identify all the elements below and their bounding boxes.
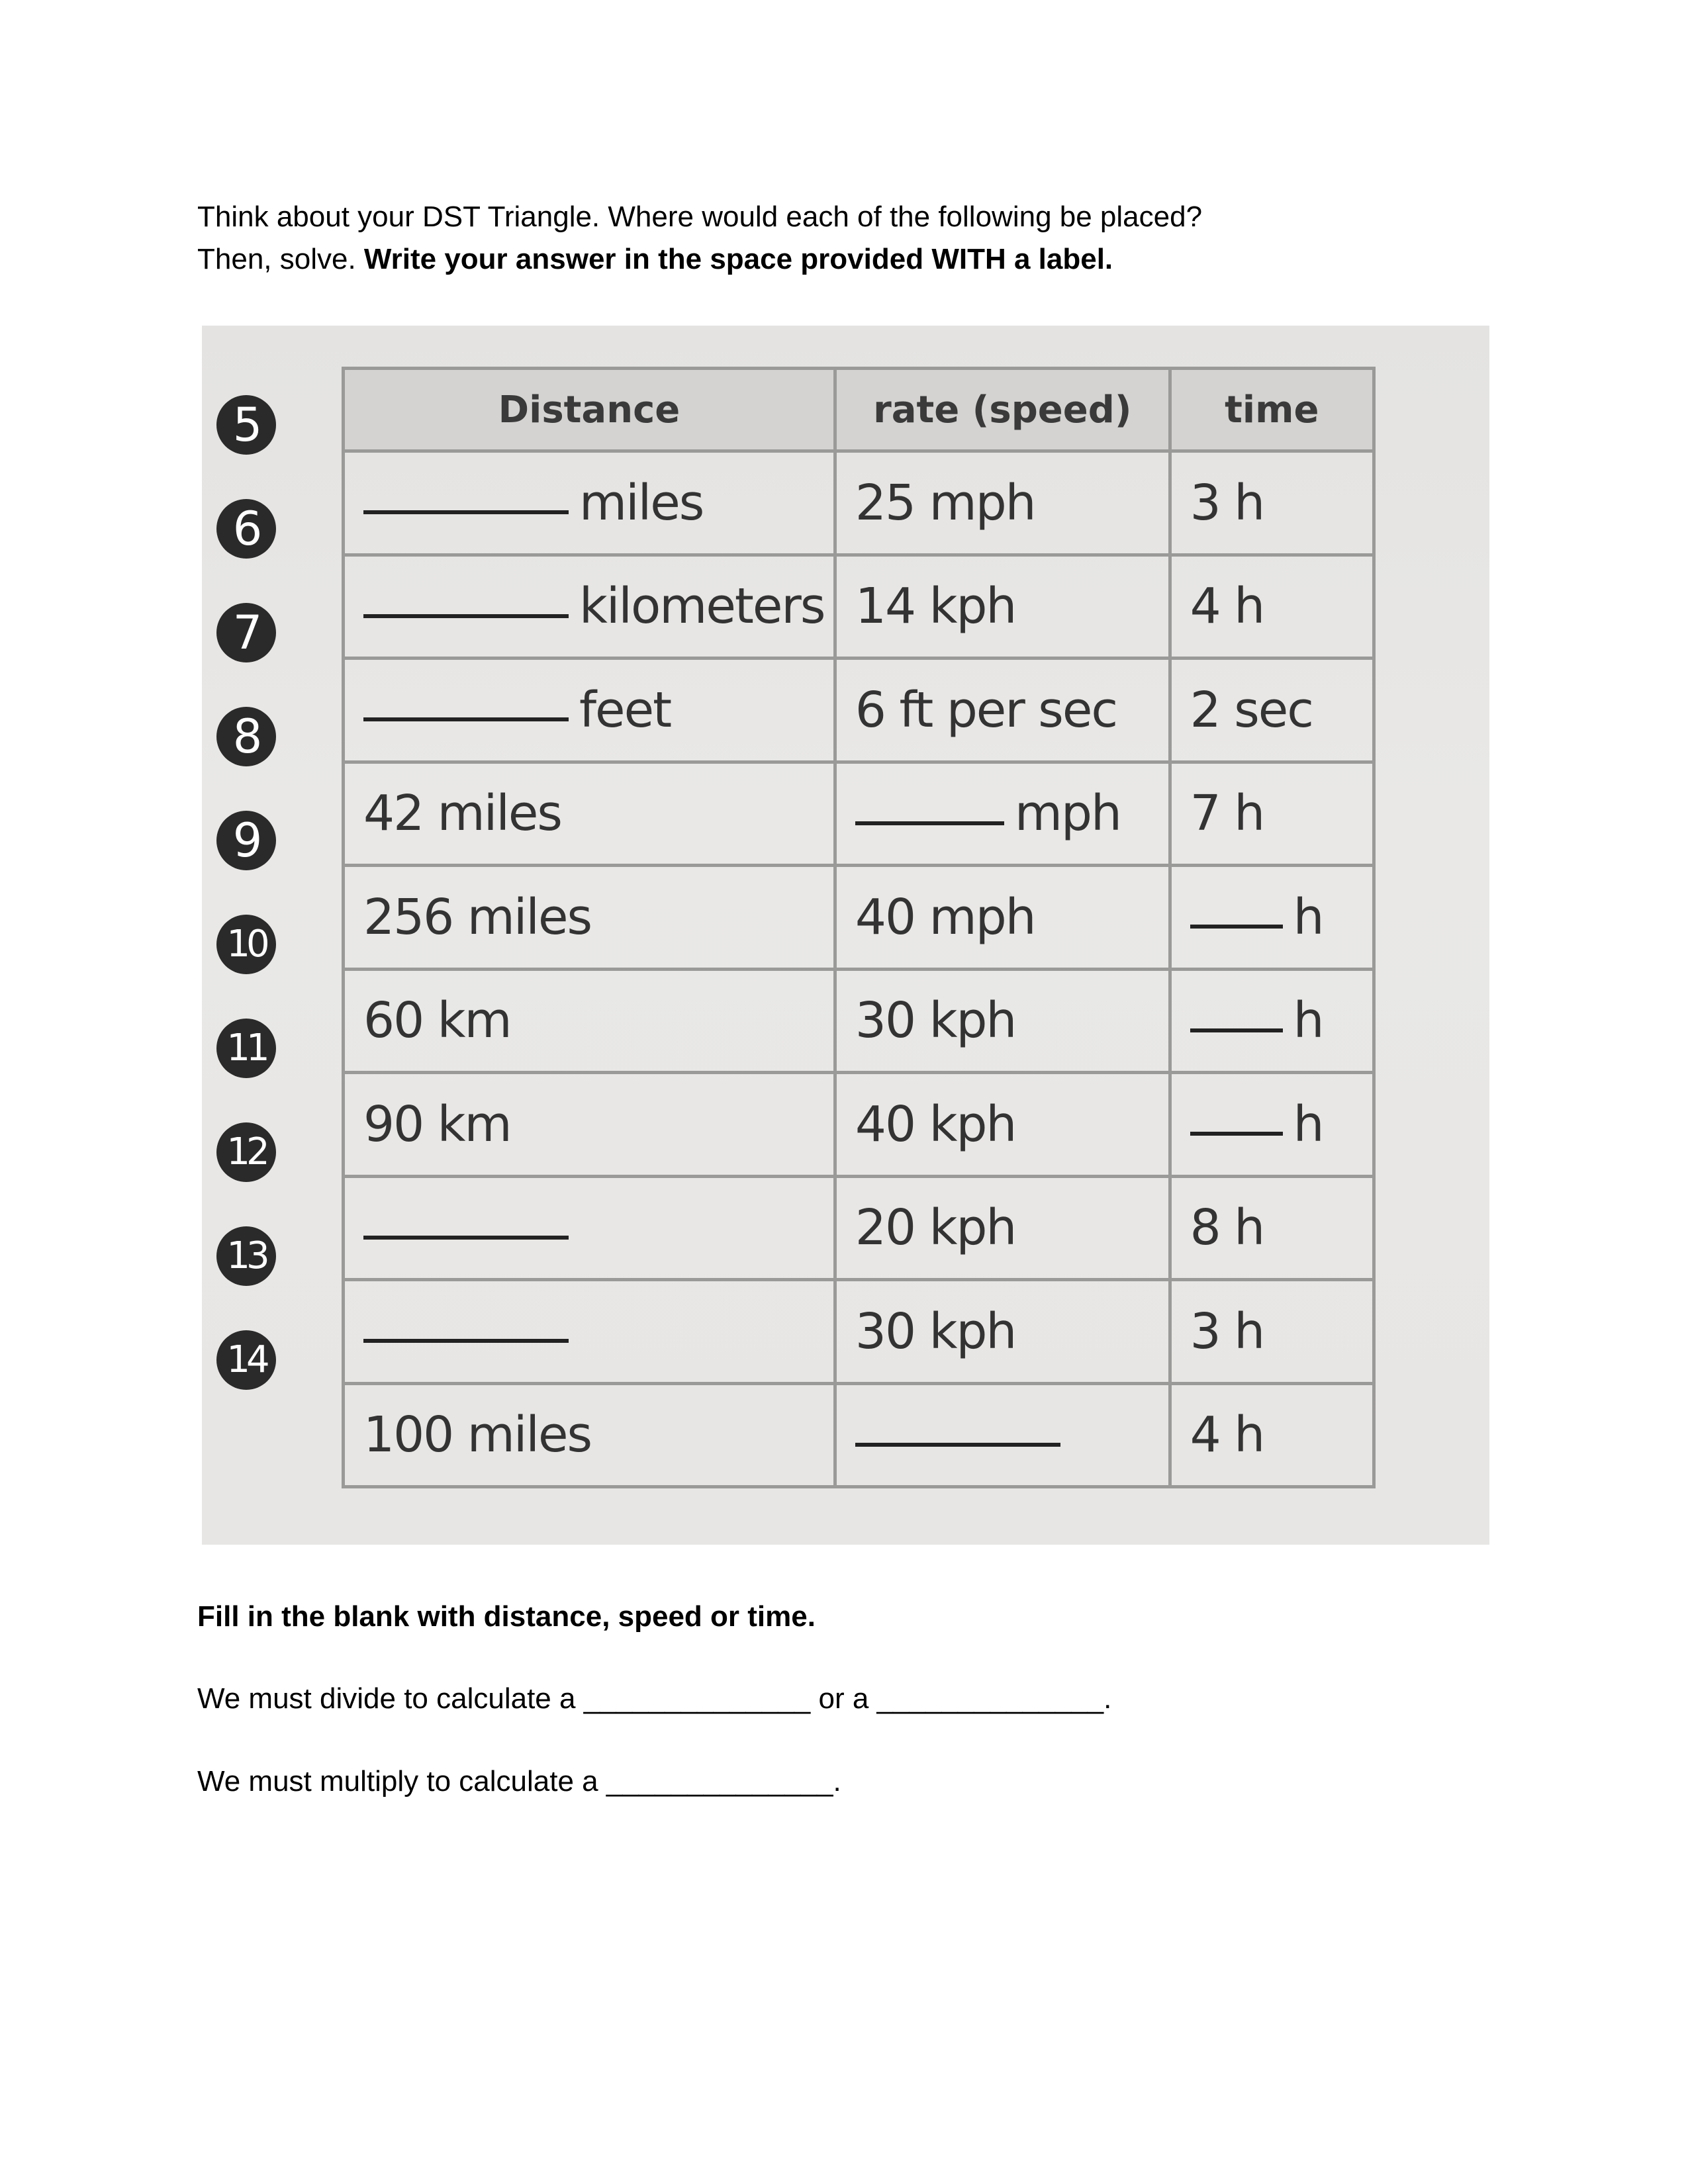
rate-cell: 40 kph <box>835 1073 1170 1177</box>
rate-cell: 14 kph <box>835 555 1170 659</box>
table-row <box>344 1176 1374 1280</box>
answer-blank[interactable] <box>363 510 569 514</box>
distance-cell: 100 miles <box>344 1383 835 1487</box>
time-cell <box>1170 866 1374 970</box>
rate-cell <box>835 1383 1170 1487</box>
table-row <box>344 969 1374 1073</box>
time-unit: h <box>1293 992 1323 1050</box>
worksheet-photo <box>202 326 1489 1545</box>
instruction-line-2-plain: Then, solve. <box>197 243 364 275</box>
dst-table <box>342 367 1376 1488</box>
time-unit: h <box>1293 888 1323 946</box>
header-row <box>344 369 1374 451</box>
answer-blank[interactable] <box>363 1339 569 1343</box>
problem-number-11: 11 <box>216 1019 276 1078</box>
problem-number-5: 5 <box>216 395 276 455</box>
distance-cell: 256 miles <box>344 866 835 970</box>
time-cell: 2 sec <box>1170 659 1374 762</box>
problem-number-8: 8 <box>216 707 276 766</box>
distance-cell: 90 km <box>344 1073 835 1177</box>
table-row <box>344 762 1374 866</box>
distance-unit: miles <box>579 474 704 531</box>
header-time: time <box>1170 369 1374 451</box>
time-unit: h <box>1293 1095 1323 1153</box>
distance-cell: 42 miles <box>344 762 835 866</box>
rate-cell <box>835 762 1170 866</box>
divide-sentence: We must divide to calculate a ______________ or a ______________. <box>197 1682 1112 1715</box>
problem-number-14: 14 <box>216 1330 276 1390</box>
time-cell: 3 h <box>1170 1280 1374 1384</box>
table-row <box>344 659 1374 762</box>
time-cell: 4 h <box>1170 555 1374 659</box>
problem-number-9: 9 <box>216 811 276 870</box>
fill-in-title: Fill in the blank with distance, speed or time. <box>197 1600 816 1633</box>
header-distance: Distance <box>344 369 835 451</box>
time-cell <box>1170 969 1374 1073</box>
rate-cell: 30 kph <box>835 1280 1170 1384</box>
table-row <box>344 1280 1374 1384</box>
rate-cell: 40 mph <box>835 866 1170 970</box>
answer-blank[interactable] <box>363 614 569 618</box>
distance-unit: kilometers <box>579 578 825 635</box>
distance-cell <box>344 1176 835 1280</box>
answer-blank[interactable] <box>855 1443 1060 1447</box>
instructions <box>197 196 1202 281</box>
rate-cell: 25 mph <box>835 451 1170 555</box>
time-cell: 3 h <box>1170 451 1374 555</box>
distance-cell <box>344 1280 835 1384</box>
table-row <box>344 451 1374 555</box>
time-cell <box>1170 1073 1374 1177</box>
problem-number-10: 10 <box>216 915 276 974</box>
distance-cell: 60 km <box>344 969 835 1073</box>
problem-number-6: 6 <box>216 499 276 559</box>
time-cell: 4 h <box>1170 1383 1374 1487</box>
multiply-sentence: We must multiply to calculate a ______________. <box>197 1765 841 1797</box>
problem-number-7: 7 <box>216 603 276 662</box>
rate-cell: 30 kph <box>835 969 1170 1073</box>
answer-blank[interactable] <box>1190 925 1283 929</box>
answer-blank[interactable] <box>363 1236 569 1240</box>
distance-cell <box>344 555 835 659</box>
answer-blank[interactable] <box>363 717 569 721</box>
rate-unit: mph <box>1014 785 1121 842</box>
answer-blank[interactable] <box>1190 1132 1283 1136</box>
rate-cell: 20 kph <box>835 1176 1170 1280</box>
time-cell: 7 h <box>1170 762 1374 866</box>
table-row <box>344 555 1374 659</box>
answer-blank[interactable] <box>855 821 1004 825</box>
table-row <box>344 1383 1374 1487</box>
instruction-line-2-bold: Write your answer in the space provided WITH a label. <box>363 243 1113 275</box>
header-rate: rate (speed) <box>835 369 1170 451</box>
table-row <box>344 866 1374 970</box>
time-cell: 8 h <box>1170 1176 1374 1280</box>
problem-number-12: 12 <box>216 1122 276 1182</box>
distance-unit: feet <box>579 681 671 739</box>
distance-cell <box>344 451 835 555</box>
instruction-line-1: Think about your DST Triangle. Where would each of the following be placed? <box>197 201 1203 233</box>
instruction-line-2 <box>197 238 1202 281</box>
answer-blank[interactable] <box>1190 1028 1283 1032</box>
problem-number-13: 13 <box>216 1226 276 1286</box>
table-row <box>344 1073 1374 1177</box>
rate-cell: 6 ft per sec <box>835 659 1170 762</box>
distance-cell <box>344 659 835 762</box>
